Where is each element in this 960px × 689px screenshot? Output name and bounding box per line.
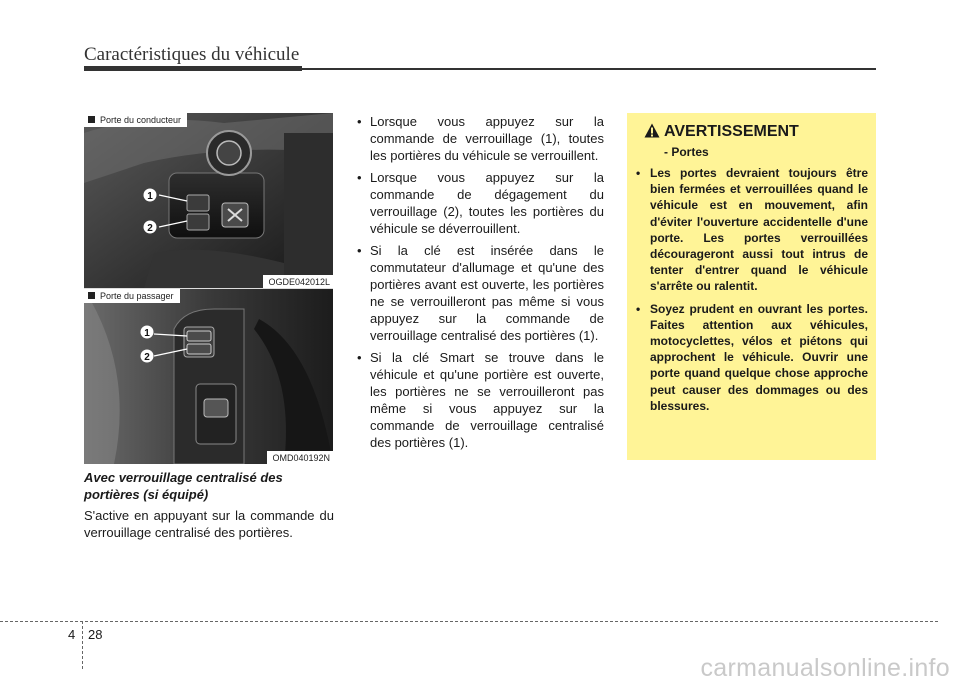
warning-subtitle: - Portes [664, 145, 709, 159]
list-item: • Lorsque vous appuyez sur la commande de dégagement du verrouillage (2), toutes les portières du véhicule se déverrouillent. [355, 169, 604, 237]
driver-door-illustration [84, 113, 333, 288]
list-item: • Si la clé est insérée dans le commutateur d'allumage et qu'une des portières avant est ouverte, les portières ne se verrouilleront pas même si vous appuyez sur la commande de verrouillage centralisé des portières (1). [355, 242, 604, 344]
driver-door-label-text: Porte du conducteur [100, 115, 182, 125]
warning-triangle-icon [644, 123, 660, 138]
warning-box [627, 113, 876, 460]
list-item: • Les portes devraient toujours être bien fermées et verrouillées quand le véhicule est en mouvement, afin d'éviter l'ouverture accidentelle d'une porte. Les portes verrouillées décourageront aussi tout intrus de tenter d'entrer quand le véhicule s'arrête ou ralentit. [635, 165, 868, 295]
passenger-door-label [84, 289, 180, 303]
square-bullet-icon [88, 292, 95, 299]
driver-door-photo [84, 113, 333, 288]
watermark-logo: carmanualsonline.info [700, 654, 950, 682]
passenger-door-photo [84, 288, 333, 464]
footer-divider [0, 621, 938, 622]
header-rule [84, 68, 876, 70]
list-item: • Soyez prudent en ouvrant les portes. Faites attention aux véhicules, motocyclettes, vélos et piétons qui approchent le véhicule. Ouvrir une porte quand quelque chose approche peut causer des dommages ou des blessures. [635, 301, 868, 414]
square-bullet-icon [88, 116, 95, 123]
callout-1: 1 [144, 328, 150, 339]
list-item: • Si la clé Smart se trouve dans le véhicule et qu'une portière est ouverte, les portières ne se verrouilleront pas même si vous appuyez sur la commande de verrouillage centralisé des portières (1). [355, 349, 604, 451]
chapter-number: 4 [68, 627, 76, 642]
warning-title: AVERTISSEMENT [664, 123, 799, 140]
driver-door-label [84, 113, 187, 127]
passenger-door-figure-code: OMD040192N [267, 451, 333, 464]
passenger-door-illustration [84, 289, 333, 464]
instruction-list [355, 113, 604, 456]
section-paragraph: S'active en appuyant sur la commande du verrouillage centralisé des portières. [84, 508, 334, 540]
list-item: • Lorsque vous appuyez sur la commande de verrouillage (1), toutes les portières du véhicule se verrouillent. [355, 113, 604, 164]
callout-2: 2 [147, 223, 153, 234]
footer-vertical-divider [82, 621, 83, 669]
page-header-title: Caractéristiques du véhicule [84, 44, 300, 65]
passenger-door-label-text: Porte du passager [100, 291, 174, 301]
warning-list [635, 165, 868, 420]
page-number: 28 [88, 627, 103, 642]
driver-door-figure-code: OGDE042012L [263, 275, 333, 288]
section-heading: Avec verrouillage centralisé des portières (si équipé) [84, 470, 283, 502]
callout-2: 2 [144, 352, 150, 363]
callout-1: 1 [147, 191, 153, 202]
